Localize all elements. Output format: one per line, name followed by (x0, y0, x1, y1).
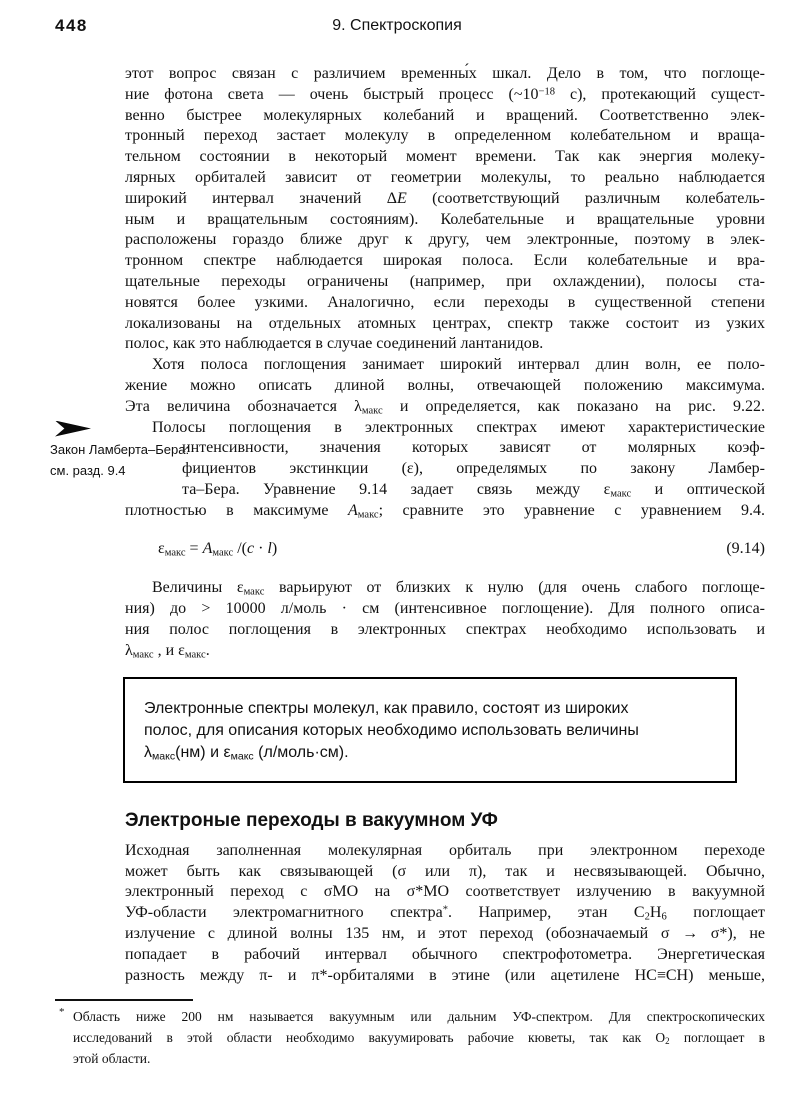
footnote (55, 1006, 765, 1069)
text-line: разность между π- и π*-орбиталями в этине (или ацетилене HC≡CH) меньше, (125, 966, 765, 984)
text-line: $\lambda_{макс}$ , и $\varepsilon_{макс}$. (125, 641, 210, 661)
text-line: этой области. (73, 1051, 151, 1066)
text-line: расположены гораздо ближе друг к другу, чем электронные, поэтому в элек- (125, 231, 765, 249)
text-line: тронном спектре наблюдается широкая полоса. Если колебательные и вра- (125, 252, 765, 270)
equation-expression: $\varepsilon_{макс} = A_{макс}$ /(c · l) (158, 539, 278, 559)
equation-9-14 (125, 539, 765, 560)
text-line: ным и вращательным состояниям). Колебательные и вращательные уровни (125, 210, 765, 228)
text-line: ния полос поглощения в электронных спектрах необходимо использовать и (125, 620, 765, 638)
text-line: широкий интервал значений ΔE (соответствующий различным колебатель- (125, 189, 765, 207)
text-line: ния) до > 10000 л/моль · см (интенсивное поглощение). Для полного описа- (125, 600, 765, 618)
text-line: жение можно описать длиной волны, отвечающей положению максимума. (125, 376, 765, 394)
text-line: локализованы на отдельных атомных центрах, спектр также состоит из узких (125, 314, 765, 332)
paragraph-lambda-max (125, 355, 765, 417)
text-line: щательные переходы ограничены (например, при охлаждении), полосы ста- (125, 272, 765, 290)
margin-note: см. разд. 9.4 (50, 463, 126, 479)
text-line: исследований в этой области необходимо вакуумировать рабочие кюветы, так как $O_2$ поглощает в (73, 1030, 765, 1047)
text-line: Полосы поглощения в электронных спектрах имеют характеристические (152, 418, 765, 436)
text-line: полос, для описания которых необходимо использовать величины (144, 721, 639, 739)
text-line: та–Бера. Уравнение 9.14 задает связь между $\varepsilon_{макс}$ и оптической (182, 480, 765, 500)
text-line: Величины $\varepsilon_{макс}$ варьируют от близких к нулю (для очень слабого поглоще- (152, 579, 765, 598)
equation-number: (9.14) (726, 539, 765, 557)
text-line: * Область ниже 200 нм называется вакуумным или дальним УФ-спектром. Для спектроскопических (73, 1006, 765, 1027)
text-line: полос, как это наблюдается в случае соединений лантанидов. (125, 335, 544, 353)
text-line: Исходная заполненная молекулярная орбиталь при электронном переходе (125, 841, 765, 859)
text-line: Закон Ламберта–Бера: интенсивности, значения которых зависят от молярных коэф- (125, 438, 765, 459)
text-column (50, 64, 766, 986)
text-line: тронный переход застает молекулу в определенном колебательном и враща- (125, 127, 765, 145)
key-statement-box (123, 677, 737, 783)
running-head-chapter-title: 9. Спектроскопия (332, 17, 462, 34)
text-line: Электронные спектры молекул, как правило, состоят из широких (144, 699, 629, 717)
text-line: может быть как связывающей (σ или π), так и несвязывающей. Обычно, (125, 862, 765, 880)
paragraph-vacuum-uv (125, 841, 765, 987)
text-line: Эта величина обозначается $\lambda_{макс}$ и определяется, как показано на рис. 9.22. (125, 397, 766, 417)
text-line: лярных орбиталей зависит от геометрии молекулы, то реально наблюдается (125, 168, 765, 186)
paragraph-time-scales (125, 64, 765, 355)
text-line: излучение с длиной волны 135 нм, и этот переход (обозначаемый σ → σ*), не (125, 924, 765, 942)
text-line: см. разд. 9.4 фициентов экстинкции (ε), определямых по закону Ламбер- (125, 459, 765, 480)
page-number: 448 (55, 16, 88, 35)
footnote-rule (55, 999, 193, 1001)
text-line: венно быстрее молекулярных колебаний и вращений. Соответственно элек- (125, 106, 765, 124)
text-line: новятся более узкими. Аналогично, если переходы в существенной степени (125, 293, 765, 311)
margin-note: Закон Ламберта–Бера: (50, 442, 190, 458)
text-line: плотностью в максимуме $A_{макс}$; сравните это уравнение с уравнением 9.4. (125, 501, 766, 521)
text-line: тельном состоянии в некоторый момент времени. Так как энергия молеку- (125, 148, 765, 166)
paragraph-epsilon-values (125, 578, 765, 661)
text-line: $\lambda_{макс}(нм)$ и $\varepsilon_{макс}$ (л/моль·см). (144, 744, 349, 763)
text-line: этот вопрос связан с различием временны́х шкал. Дело в том, что поглоще- (125, 65, 765, 82)
margin-note: * (59, 1006, 65, 1018)
text-line: ние фотона света — очень быстрый процесс ($\sim 10^{-18}$ с), протекающий сущест- (125, 85, 765, 103)
text-line: УФ-области электромагнитного спектра*. Например, этан $C_2H_6$ поглощает (125, 904, 766, 923)
text-line: электронный переход с σМО на σ*МО соответствует излучению в вакуумной (125, 883, 765, 901)
text-line: попадает в рабочий интервал обычного спектрофотометра. Энергетическая (125, 945, 765, 963)
text-line: Хотя полоса поглощения занимает широкий интервал длин волн, ее поло- (152, 356, 765, 374)
section-heading: Электроные переходы в вакуумном УФ (125, 809, 498, 831)
paragraph-lambert-beer (50, 418, 766, 522)
margin-arrow-icon (55, 421, 91, 437)
